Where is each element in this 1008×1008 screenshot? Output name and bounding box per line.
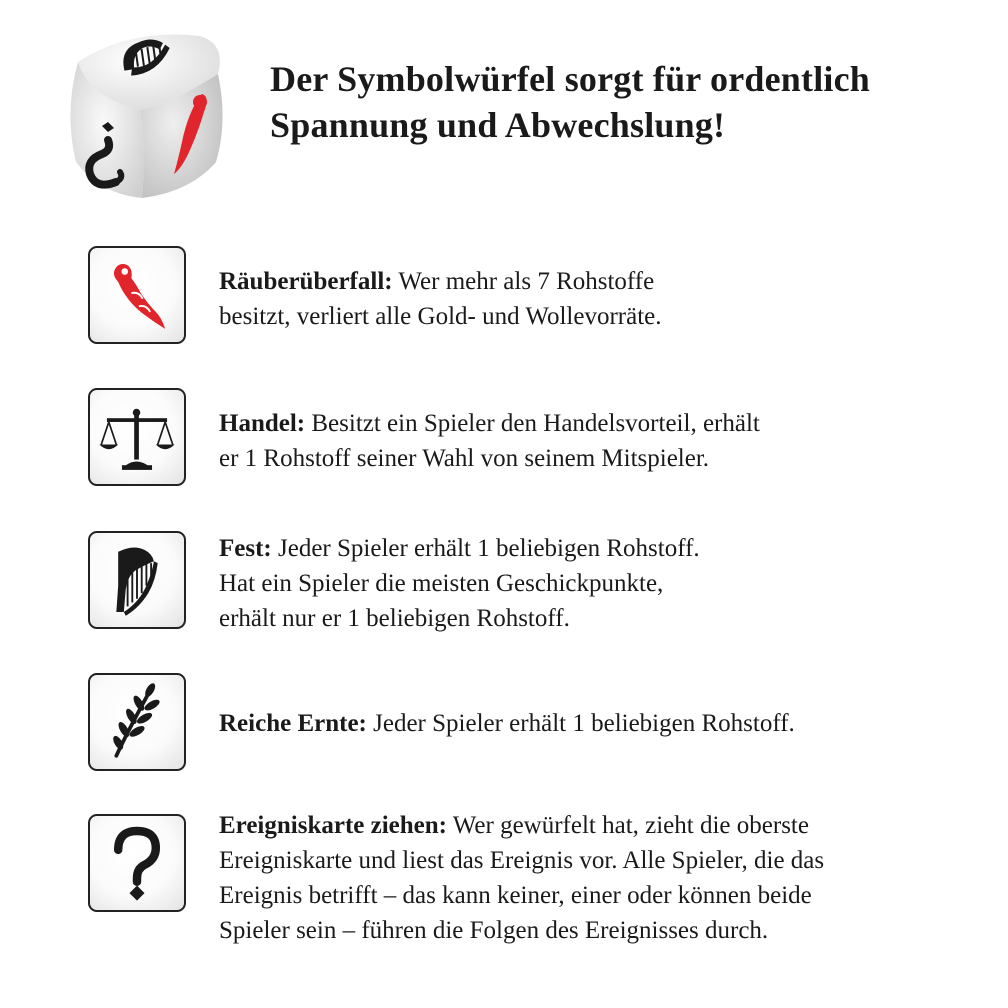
term-robber: Räuberüberfall:	[219, 268, 393, 295]
entry-text-trade	[219, 406, 919, 476]
headline-line-1: Der Symbolwürfel sorgt für ordentlich	[270, 59, 871, 99]
wheat-tile	[88, 673, 186, 771]
term-trade: Handel:	[219, 410, 306, 437]
desc-line: besitzt, verliert alle Gold- und Wollevorräte.	[219, 303, 662, 330]
question-tile	[88, 814, 186, 912]
term-harvest: Reiche Ernte:	[219, 710, 367, 737]
entry-text-event-card	[219, 808, 919, 948]
desc-line: Jeder Spieler erhält 1 beliebigen Rohstoff.	[373, 710, 795, 737]
entry-text-harvest	[219, 706, 919, 741]
harp-icon	[90, 533, 184, 627]
robber-icon	[90, 248, 184, 342]
term-feast: Fest:	[219, 535, 272, 562]
question-mark-icon	[90, 816, 184, 910]
desc-line: Jeder Spieler erhält 1 beliebigen Rohstoff.	[278, 535, 700, 562]
entry-text-feast	[219, 531, 919, 636]
desc-line: erhält nur er 1 beliebigen Rohstoff.	[219, 605, 570, 632]
desc-line: Wer mehr als 7 Rohstoffe	[398, 268, 655, 295]
harp-tile	[88, 531, 186, 629]
term-event-card: Ereigniskarte ziehen:	[219, 812, 447, 839]
desc-line: Besitzt ein Spieler den Handelsvorteil, erhält	[311, 410, 760, 437]
robber-tile	[88, 246, 186, 344]
entry-text-robber	[219, 264, 919, 334]
desc-line: er 1 Rohstoff seiner Wahl von seinem Mitspieler.	[219, 445, 710, 472]
headline	[270, 56, 990, 148]
desc-line: Wer gewürfelt hat, zieht die oberste	[452, 812, 809, 839]
symbol-die	[50, 22, 240, 212]
desc-line: Hat ein Spieler die meisten Geschickpunkte,	[219, 570, 664, 597]
desc-line: Ereignis betrifft – das kann keiner, einer oder können beide	[219, 882, 812, 909]
scales-icon	[90, 390, 184, 484]
desc-line: Ereigniskarte und liest das Ereignis vor. Alle Spieler, die das	[219, 847, 825, 874]
desc-line: Spieler sein – führen die Folgen des Ereignisses durch.	[219, 917, 769, 944]
wheat-icon	[90, 675, 184, 769]
headline-line-2: Spannung und Abwechslung!	[270, 105, 726, 145]
scales-tile	[88, 388, 186, 486]
